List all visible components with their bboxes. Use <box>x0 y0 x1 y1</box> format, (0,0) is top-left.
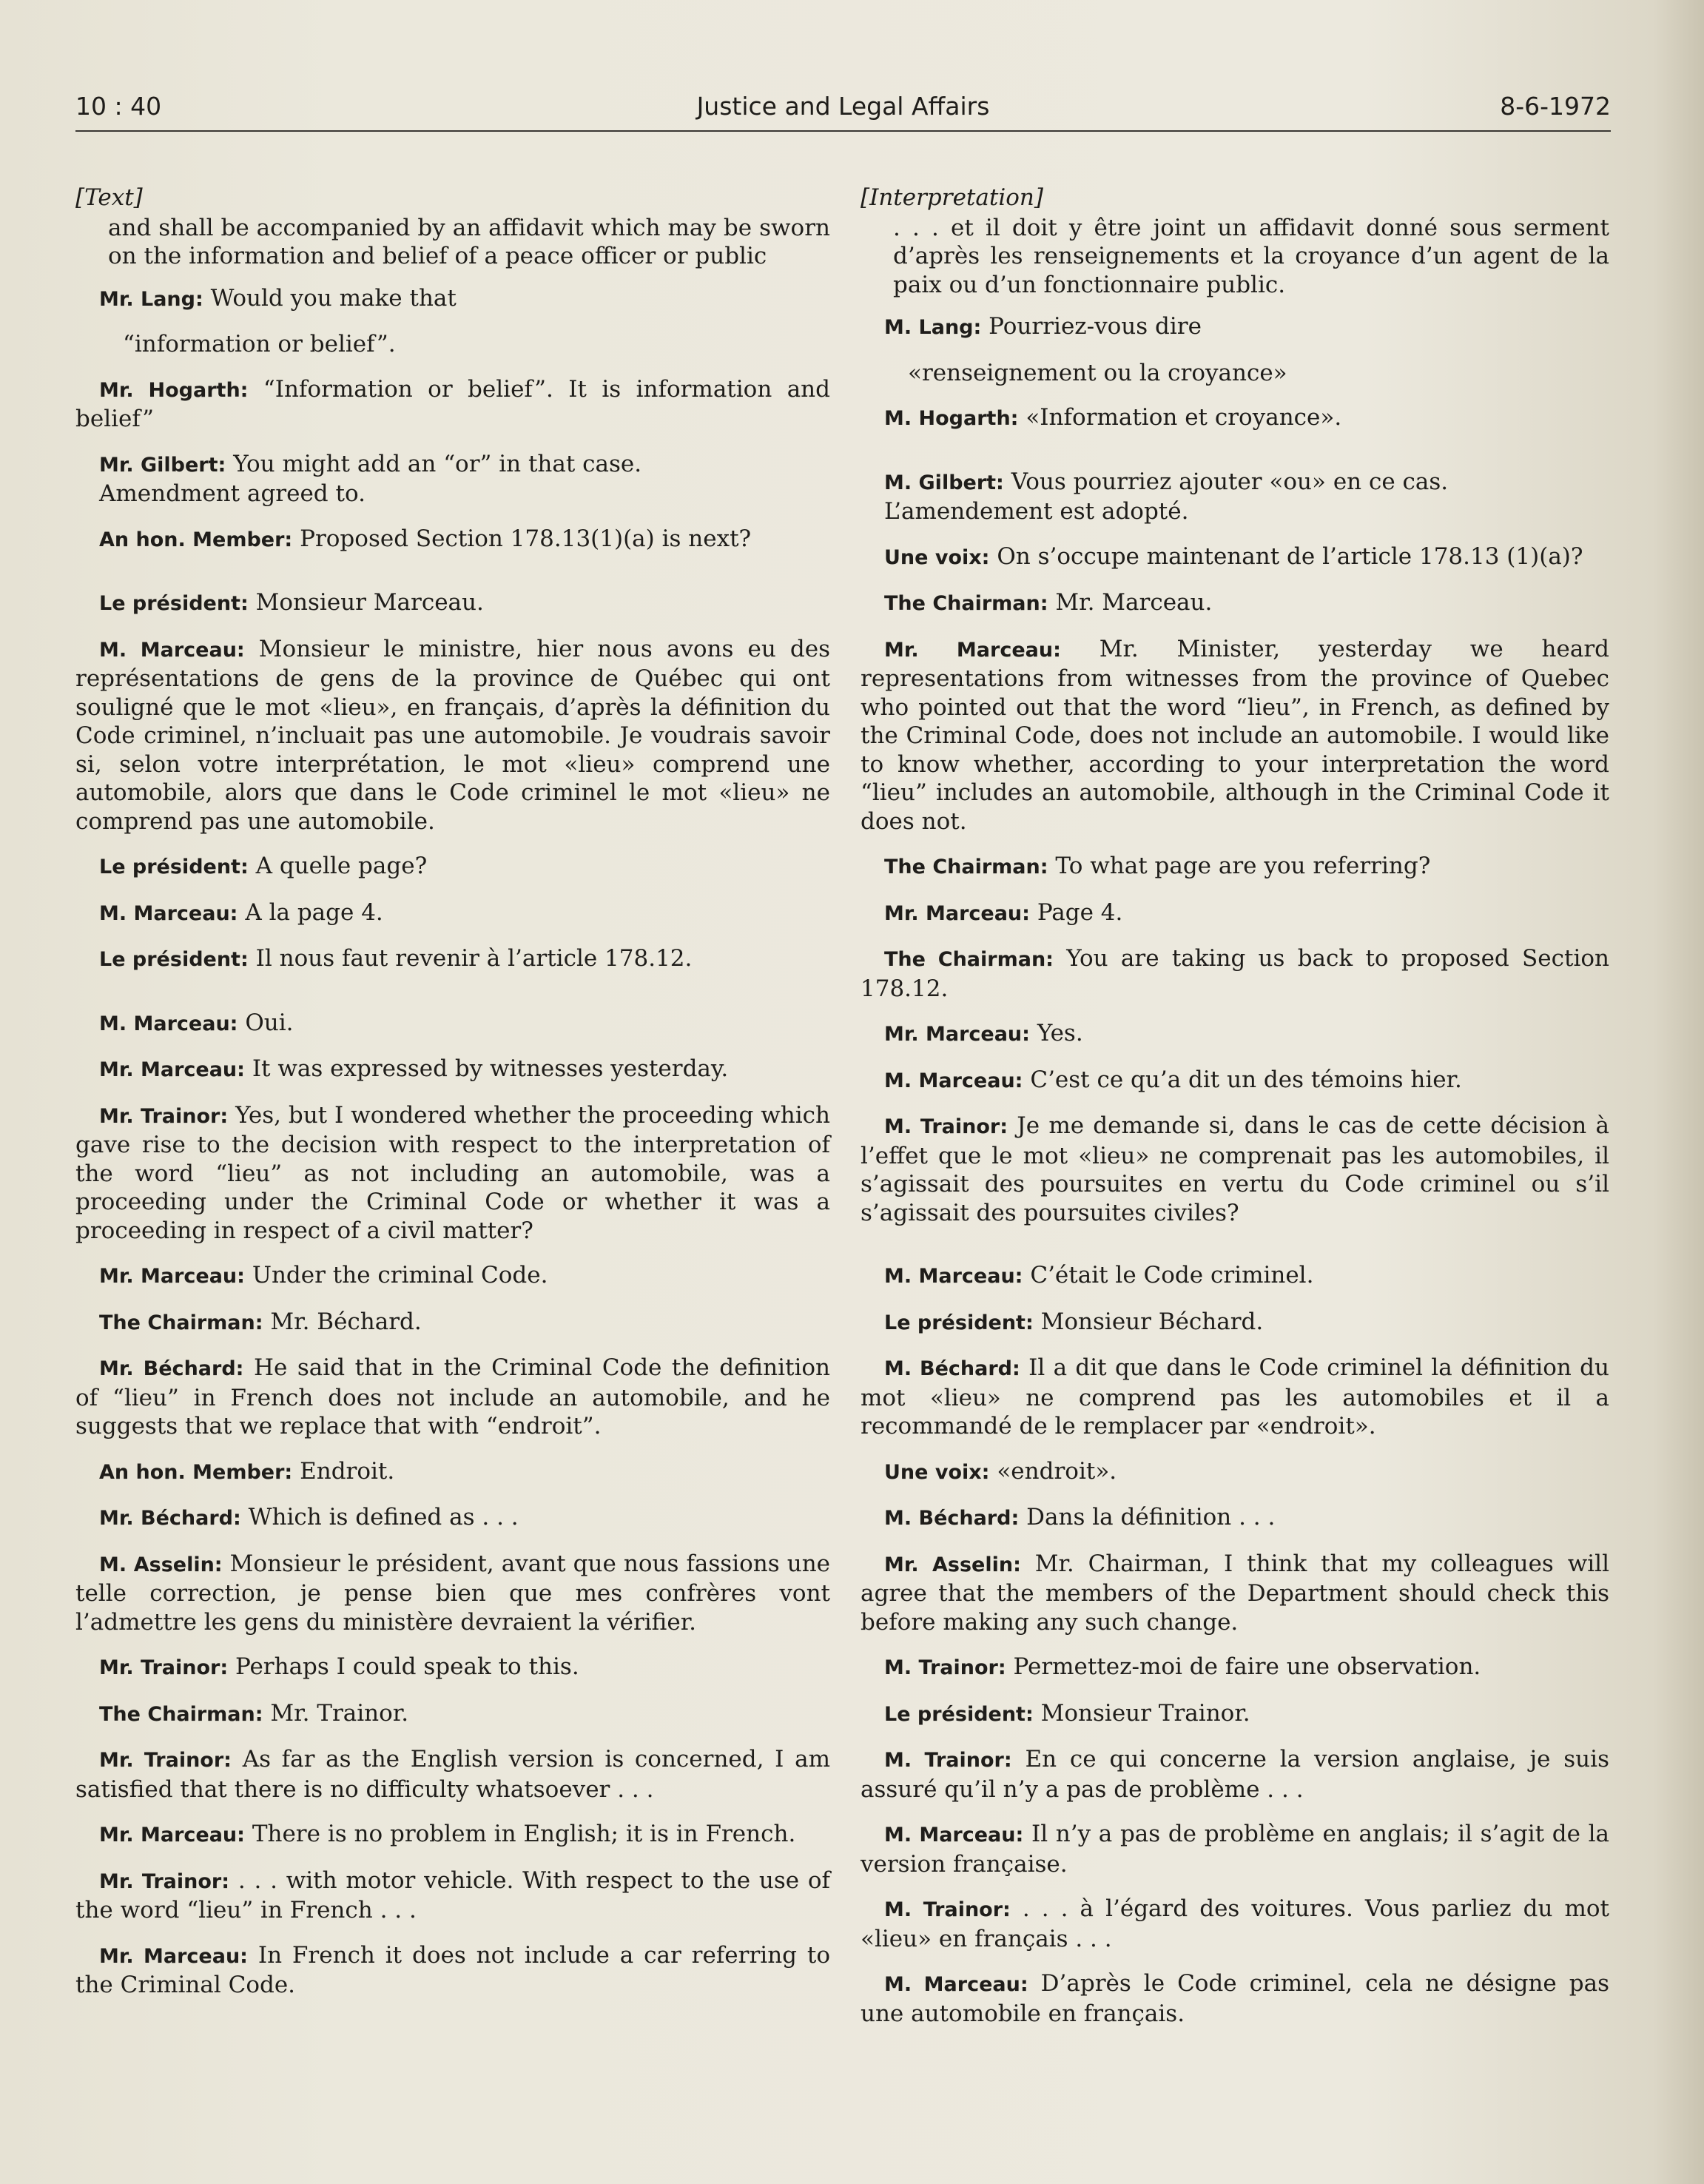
transcript-entry: Mr. Asselin: Mr. Chairman, I think that my colleagues will agree that the members of the Department should check this before making any such change. <box>861 1550 1609 1636</box>
transcript-entry: M. Marceau: D’après le Code criminel, cela ne désigne pas une automobile en français. <box>861 1970 1609 2027</box>
transcript-entry: Mr. Hogarth: “Information or belief”. It is information and belief” <box>75 375 830 432</box>
speaker-name: Mr. Hogarth: <box>99 378 249 402</box>
page-date: 8-6-1972 <box>1500 92 1611 121</box>
transcript-entry: Mr. Marceau: Yes. <box>884 1020 1083 1046</box>
speaker-name: Le président: <box>884 1311 1034 1334</box>
page-title: Justice and Legal Affairs <box>696 92 990 121</box>
speaker-name: The Chairman: <box>99 1702 263 1726</box>
transcript-entry: Mr. Trainor: Perhaps I could speak to this. <box>99 1653 579 1680</box>
speaker-name: M. Marceau: <box>99 901 238 925</box>
speaker-name: Le président: <box>99 592 249 615</box>
transcript-entry: M. Trainor: Je me demande si, dans le cas de cette décision à l’effet que le mot «lieu» ne comprenait pas les automobiles, il s’agissait des poursuites en vertu du Code criminel ou s’il s’agissait des poursuites civiles? <box>861 1112 1609 1226</box>
transcript-entry: An hon. Member: Endroit. <box>99 1457 395 1485</box>
transcript-entry: M. Béchard: Il a dit que dans le Code criminel la définition du mot «lieu» ne comprend pas les automobiles et il a recommandé de le remplacer par «endroit». <box>861 1354 1609 1439</box>
transcript-entry: Mr. Marceau: Under the criminal Code. <box>99 1262 548 1288</box>
page-number: 10 : 40 <box>75 92 162 121</box>
speaker-name: The Chairman: <box>99 1311 263 1334</box>
speaker-name: M. Béchard: <box>884 1357 1020 1380</box>
transcript-entry: M. Marceau: C’était le Code criminel. <box>884 1262 1314 1288</box>
speaker-name: M. Marceau: <box>99 638 245 662</box>
speaker-name: Mr. Trainor: <box>99 1104 229 1128</box>
motion-text: . . . et il doit y être joint un affidavit donné sous serment d’après les renseignements et la croyance d’un agent de la paix ou d’un fonctionnaire public. <box>893 214 1609 298</box>
transcript-entry: An hon. Member: Proposed Section 178.13(1)(a) is next? <box>99 525 752 552</box>
transcript-entry: Mr. Marceau: In French it does not include a car referring to the Criminal Code. <box>75 1941 830 1998</box>
transcript-entry: M. Marceau: Oui. <box>99 1009 294 1036</box>
speaker-name: Mr. Marceau: <box>884 901 1030 925</box>
speaker-name: M. Trainor: <box>884 1656 1006 1679</box>
speaker-name: Une voix: <box>884 545 990 569</box>
transcript-entry: M. Hogarth: «Information et croyance». <box>884 404 1342 431</box>
speaker-name: Mr. Marceau: <box>99 1058 245 1081</box>
speaker-name: Mr. Béchard: <box>99 1357 244 1380</box>
speaker-name: M. Marceau: <box>99 1012 238 1035</box>
speaker-name: Mr. Marceau: <box>884 1023 1030 1046</box>
left-column <box>75 184 830 2016</box>
transcript-entry: The Chairman: Mr. Trainor. <box>99 1699 409 1727</box>
motion-text: and shall be accompanied by an affidavit which may be sworn on the information and belief of a peace officer or public <box>108 214 830 269</box>
transcript-entry: M. Gilbert: Vous pourriez ajouter «ou» en ce cas. <box>884 468 1449 495</box>
transcript-entry: Mr. Trainor: As far as the English version is concerned, I am satisfied that there is no difficulty whatsoever . . . <box>75 1746 830 1803</box>
speaker-name: The Chairman: <box>884 856 1048 878</box>
section-label: [Interpretation] <box>861 184 1043 211</box>
transcript-entry: Mr. Lang: Would you make that <box>99 284 457 312</box>
transcript-entry: Une voix: On s’occupe maintenant de l’article 178.13 (1)(a)? <box>884 542 1583 570</box>
speaker-name: Mr. Lang: <box>99 287 203 311</box>
speaker-name: Mr. Trainor: <box>99 1656 229 1679</box>
speaker-name: Mr. Asselin: <box>884 1553 1021 1576</box>
section-label: [Text] <box>75 184 143 211</box>
transcript-entry: Mr. Marceau: Mr. Minister, yesterday we heard representations from witnesses from the province of Quebec who pointed out that the word “lieu”, in French, as defined by the Criminal Code, does not include an automobile. I would like to know whether, according to your interpretation the word “lieu” includes an automobile, although in the Criminal Code it does not. <box>861 635 1610 835</box>
transcript-entry: M. Trainor: Permettez-moi de faire une observation. <box>884 1653 1481 1680</box>
speaker-name: M. Lang: <box>884 316 982 339</box>
page-header <box>75 89 1611 132</box>
speaker-name: Mr. Gilbert: <box>99 453 226 477</box>
transcript-entry: Mr. Trainor: Yes, but I wondered whether the proceeding which gave rise to the decision with respect to the interpretation of the word “lieu” as not including an automobile, was a proceeding under the Criminal Code or whether it was a proceeding in respect of a civil matter? <box>75 1101 831 1244</box>
speaker-name: M. Hogarth: <box>884 407 1019 430</box>
transcript-entry: M. Lang: Pourriez-vous dire <box>884 313 1202 340</box>
speaker-name: M. Marceau: <box>884 1973 1028 1996</box>
speaker-name: M. Marceau: <box>884 1069 1023 1092</box>
speaker-name: Mr. Béchard: <box>99 1507 241 1530</box>
transcript-entry: Mr. Béchard: Which is defined as . . . <box>99 1504 519 1531</box>
speaker-name: An hon. Member: <box>99 528 293 551</box>
transcript-entry: «renseignement ou la croyance» <box>908 359 1287 386</box>
transcript-entry: Mr. Gilbert: You might add an “or” in that case. <box>99 450 642 477</box>
transcript-entry: The Chairman: You are taking us back to proposed Section 178.12. <box>861 945 1609 1002</box>
transcript-entry: Le président: Monsieur Trainor. <box>884 1699 1250 1727</box>
speaker-name: M. Trainor: <box>884 1898 1011 1921</box>
transcript-entry: Mr. Béchard: He said that in the Criminal Code the definition of “lieu” in French does not include an automobile, and he suggests that we replace that with “endroit”. <box>75 1354 830 1439</box>
transcript-entry: Le président: Il nous faut revenir à l’article 178.12. <box>99 945 693 972</box>
speaker-name: An hon. Member: <box>99 1460 293 1484</box>
transcript-entry: Mr. Marceau: Page 4. <box>884 898 1123 926</box>
speaker-name: Mr. Trainor: <box>99 1869 230 1893</box>
speaker-name: M. Trainor: <box>884 1749 1012 1772</box>
speaker-name: M. Gilbert: <box>884 471 1004 494</box>
motion-result: Amendment agreed to. <box>99 480 366 507</box>
speaker-name: Le président: <box>99 856 249 878</box>
right-column <box>861 184 1609 2044</box>
transcript-entry: M. Marceau: C’est ce qu’a dit un des témoins hier. <box>884 1066 1462 1093</box>
transcript-entry: Le président: Monsieur Marceau. <box>99 589 484 616</box>
transcript-entry: M. Marceau: A la page 4. <box>99 898 383 926</box>
speaker-name: The Chairman: <box>884 948 1054 971</box>
speaker-name: Mr. Trainor: <box>99 1749 232 1772</box>
transcript-entry: Le président: A quelle page? <box>99 853 428 879</box>
speaker-name: M. Trainor: <box>884 1115 1008 1138</box>
speaker-name: M. Marceau: <box>884 1824 1024 1847</box>
speaker-name: Le président: <box>884 1702 1034 1726</box>
speaker-name: M. Béchard: <box>884 1507 1020 1530</box>
speaker-name: Mr. Marceau: <box>99 1944 248 1968</box>
transcript-entry: The Chairman: Mr. Marceau. <box>884 589 1213 616</box>
speaker-name: Mr. Marceau: <box>884 638 1061 662</box>
transcript-entry: M. Marceau: Monsieur le ministre, hier nous avons eu des représentations de gens de la province de Québec qui ont souligné que le mot «lieu», en français, d’après la définition du Code criminel, n’incluait pas une automobile. Je voudrais savoir si, selon votre interprétation, le mot «lieu» comprend une automobile, alors que dans le Code criminel le mot «lieu» ne comprend pas une automobile. <box>75 635 830 835</box>
transcript-entry: M. Béchard: Dans la définition . . . <box>884 1504 1276 1531</box>
speaker-name: Une voix: <box>884 1460 990 1484</box>
transcript-entry: M. Trainor: En ce qui concerne la version anglaise, je suis assuré qu’il n’y a pas de problème . . . <box>861 1746 1609 1803</box>
transcript-entry: The Chairman: To what page are you referring? <box>884 853 1431 879</box>
transcript-entry: Le président: Monsieur Béchard. <box>884 1308 1264 1335</box>
transcript-entry: M. Asselin: Monsieur le président, avant que nous fassions une telle correction, je pense bien que mes confrères vont l’admettre les gens du ministère devraient la vérifier. <box>75 1550 831 1636</box>
transcript-entry: Mr. Marceau: It was expressed by witnesses yesterday. <box>99 1055 729 1082</box>
transcript-entry: M. Trainor: . . . à l’égard des voitures. Vous parliez du mot «lieu» en français . . . <box>861 1895 1609 1952</box>
speaker-name: Mr. Marceau: <box>99 1265 245 1288</box>
transcript-entry: Mr. Marceau: There is no problem in English; it is in French. <box>99 1821 796 1847</box>
transcript-entry: Une voix: «endroit». <box>884 1457 1117 1485</box>
speaker-name: The Chairman: <box>884 592 1048 615</box>
speaker-name: Mr. Marceau: <box>99 1824 245 1847</box>
transcript-entry: “information or belief”. <box>123 331 396 357</box>
speaker-name: M. Marceau: <box>884 1265 1023 1288</box>
transcript-entry: M. Marceau: Il n’y a pas de problème en anglais; il s’agit de la version française. <box>861 1821 1610 1878</box>
speaker-name: M. Asselin: <box>99 1553 223 1576</box>
speaker-name: Le président: <box>99 948 249 971</box>
transcript-entry: The Chairman: Mr. Béchard. <box>99 1308 422 1335</box>
transcript-entry: Mr. Trainor: . . . with motor vehicle. With respect to the use of the word “lieu” in French . . . <box>75 1867 830 1923</box>
motion-result: L’amendement est adopté. <box>884 498 1189 525</box>
